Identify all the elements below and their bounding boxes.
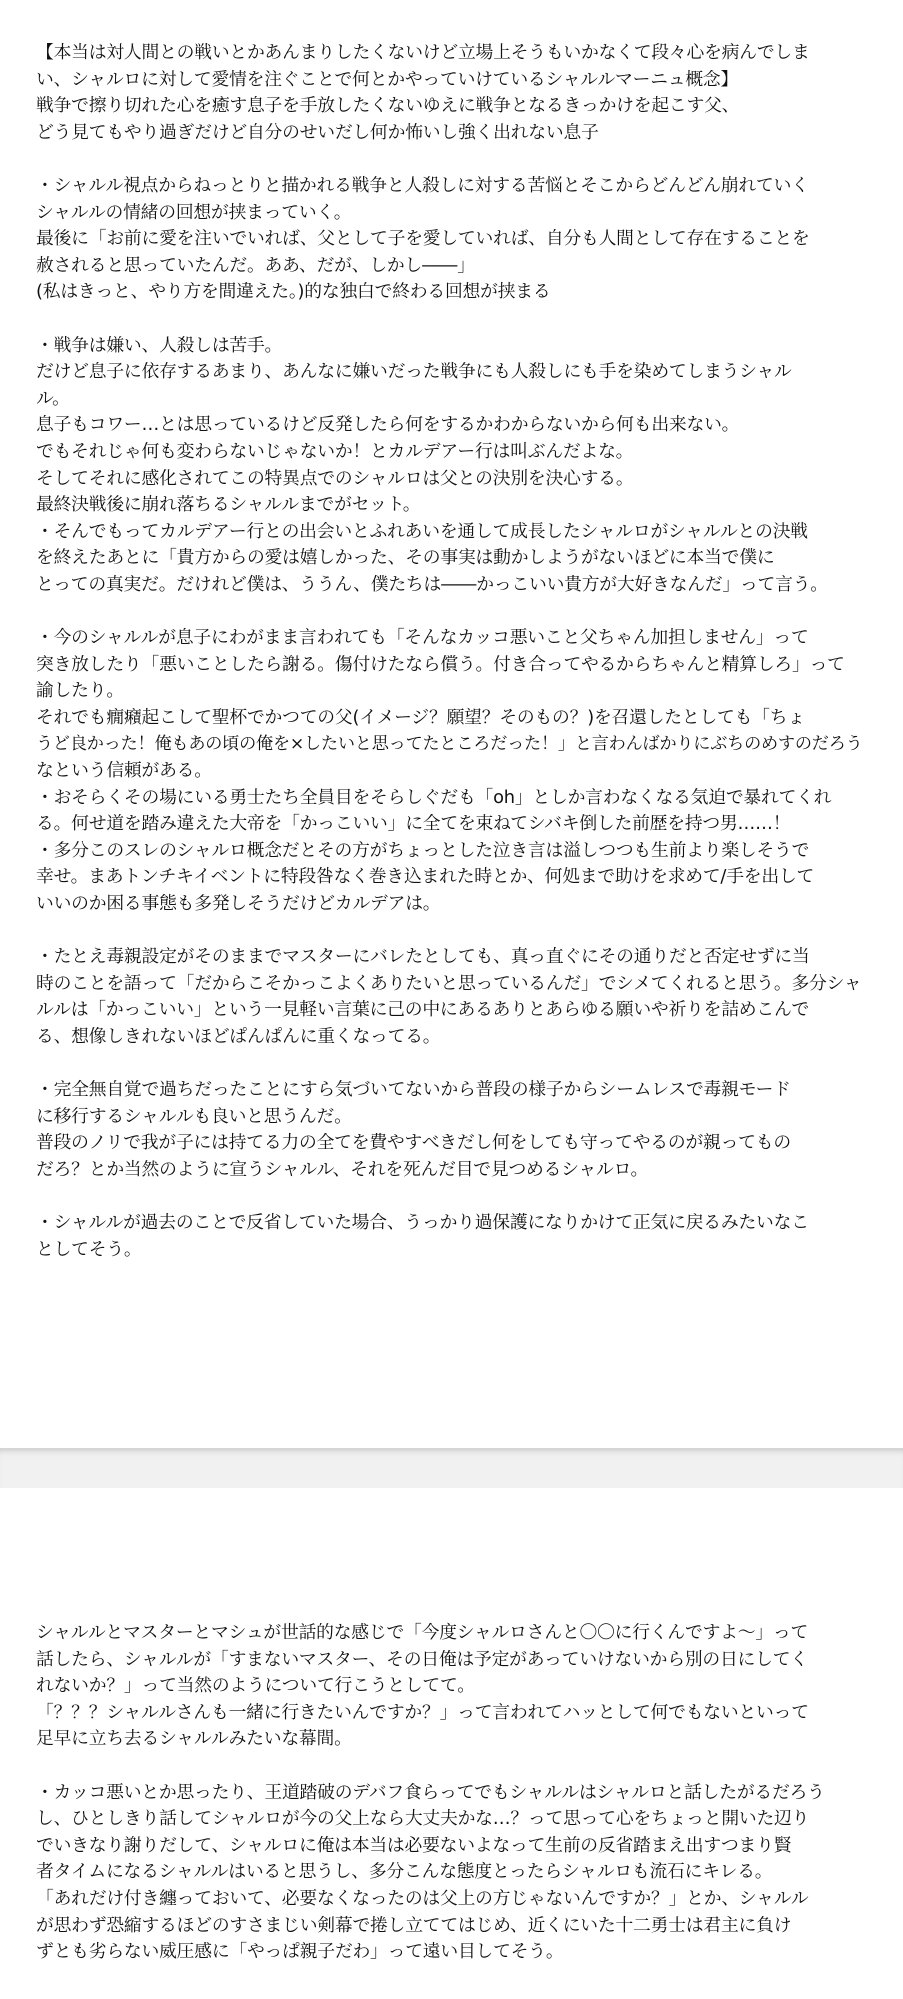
text-line: 「？？？シャルルさんも一緒に行きたいんですか？」って言われてハッとして何でもないといって [36,1701,809,1723]
text-line: ・カッコ悪いとか思ったり、王道踏破のデバフ食らってでもシャルルはシャルロと話したがるだろう [36,1781,825,1803]
text-line: どう見てもやり過ぎだけど自分のせいだし何か怖いし強く出れない息子 [36,121,599,143]
text-line: 話したら、シャルルが「すまないマスター、その日俺は予定があっていけないから別の日にしてく [36,1648,808,1670]
text-line: ・今のシャルルが息子にわがまま言われても「そんなカッコ悪いこと父ちゃん加担しません」って [36,627,809,649]
text-line: そしてそれに感化されてこの特異点でのシャルロは父との決別を決心する。 [36,467,634,489]
text-line: でもそれじゃ何も変わらないじゃないか！とカルデアー行は叫ぶんだよな。 [36,440,634,462]
paragraph [36,1620,868,1753]
text-line: 【本当は対人間との戦いとかあんまりしたくないけど立場上そうもいかなくて段々心を病んでしま [36,42,810,63]
paragraph [36,40,868,146]
text-line: 幸せ。まあトンチキイベントに特段咎なく巻き込まれた時とか、何処まで助けを求めて/手を出して [36,866,815,888]
text-line: 普段のノリで我が子には持てる力の全てを費やすべきだし何をしても守ってやるのが親ってもの [36,1132,791,1154]
paragraph [36,1780,868,1966]
text-line: 諭したり。 [36,680,124,702]
paragraph [36,1210,868,1263]
text-line: ル。 [36,387,70,409]
text-line: うど良かった！俺もあの頃の俺を×したいと思ってたところだった！」と言わんばかりにぶちのめすのだろう [36,734,863,755]
text-line: いいのか困る事態も多発しそうだけどカルデアは。 [36,893,441,914]
text-line: れないか？」って当然のようについて行こうとしてて。 [36,1675,475,1697]
text-line: る、想像しきれないほどぱんぱんに重くなってる。 [36,1025,441,1047]
text-line: ・戦争は嫌い、人殺しは苦手。 [36,334,283,356]
text-line: ・シャルル視点からねっとりと描かれる戦争と人殺しに対する苦悩とそこからどんどん崩れていく [36,174,809,196]
page-2-text [36,1620,868,1992]
text-line: ・完全無自覚で過ちだったことにすら気づいてないから普段の様子からシームレスで毒親モード [36,1079,791,1101]
text-line: る。何せ道を踏み違えた大帝を「かっこいい」に全てを束ねてシバキ倒した前歴を持つ男……！ [36,813,791,835]
text-line: としてそう。 [36,1238,142,1260]
text-line: (私はきっと、やり方を間違えた。)的な独白で終わる回想が挟まる [36,281,551,303]
page-1-text [36,40,868,1290]
text-line: し、ひとしきり話してシャルロが今の父上なら大丈夫かな…？って思って心をちょっと開いた辺り [36,1808,810,1830]
text-line: なという信頼がある。 [36,760,212,782]
text-line: を終えたあとに「貴方からの愛は嬉しかった、その事実は動かしようがないほどに本当で僕に [36,547,775,569]
paragraph [36,1077,868,1183]
document-page-2 [0,1488,903,1999]
text-line: 息子もコワー…とは思っているけど反発したら何をするかわからないから何も出来ない。 [36,414,740,436]
text-line: が思わず恐縮するほどのすさまじい剣幕で捲し立ててはじめ、近くにいた十二勇士は君主に負け [36,1914,792,1936]
text-line: ・多分このスレのシャルロ概念だとその方がちょっとした泣き言は溢しつつも生前より楽しそうで [36,839,810,861]
text-line: 時のことを語って「だからこそかっこよくありたいと思っているんだ」でシメてくれると思う。多分シャ [36,972,862,994]
text-line: だけど息子に依存するあまり、あんなに嫌いだった戦争にも人殺しにも手を染めてしまうシャル [36,361,792,383]
text-line: シャルルとマスターとマシュが世話的な感じで「今度シャルロさんと〇〇に行くんですよ～」って [36,1622,809,1643]
paragraph [36,625,868,918]
text-line: 戦争で擦り切れた心を癒す息子を手放したくないゆえに戦争となるきっかけを起こす父、 [36,95,740,117]
text-line: ルルは「かっこいい」という一見軽い言葉に己の中にあるありとあらゆる願いや祈りを詰めこんで [36,999,810,1021]
text-line: 最後に「お前に愛を注いでいれば、父として子を愛していれば、自分も人間として存在することを [36,228,810,250]
text-line: それでも癇癪起こして聖杯でかつての父(イメージ？願望？そのもの？)を召還したとしても「ちょ [36,706,805,728]
text-line: とっての真実だ。だけれど僕は、ううん、僕たちは――かっこいい貴方が大好きなんだ」って言う。 [36,573,828,595]
text-line: に移行するシャルルも良いと思うんだ。 [36,1105,352,1127]
text-line: ・そんでもってカルデアー行との出会いとふれあいを通して成長したシャルロがシャルルとの決戦 [36,520,808,542]
text-line: 者タイムになるシャルルはいると思うし、多分こんな態度とったらシャルロも流石にキレる。 [36,1861,773,1883]
text-line: い、シャルロに対して愛情を注ぐことで何とかやっていけているシャルルマーニュ概念】 [36,68,739,90]
text-line: 赦されると思っていたんだ。ああ、だが、しかし――」 [36,254,475,276]
text-line: 足早に立ち去るシャルルみたいな幕間。 [36,1728,352,1750]
text-line: シャルルの情緒の回想が挟まっていく。 [36,201,352,223]
text-line: 最終決戦後に崩れ落ちるシャルルまでがセット。 [36,494,421,516]
text-line: 突き放したり「悪いことしたら謝る。傷付けたなら償う。付き合ってやるからちゃんと精算しろ」って [36,653,845,675]
text-line: ・たとえ毒親設定がそのままでマスターにバレたとしても、真っ直ぐにその通りだと否定せずに当 [36,946,810,968]
text-line: でいきなり謝りだして、シャルロに俺は本当は必要ないよなって生前の反省踏まえ出すつまり賢 [36,1834,792,1856]
paragraph [36,333,868,599]
text-line: 「あれだけ付き纏っておいて、必要なくなったのは父上の方じゃないんですか？」とか、シャルル [36,1887,809,1909]
text-line: ・おそらくその場にいる勇士たち全員目をそらしぐだも「oh」としか言わなくなる気迫で暴れてくれ [36,786,832,808]
text-line: ずとも劣らない威圧感に「やっぱ親子だわ」って遠い目してそう。 [36,1941,564,1963]
paragraph [36,173,868,306]
page-separator [0,1448,903,1490]
paragraph [36,944,868,1050]
text-line: ・シャルルが過去のことで反省していた場合、うっかり過保護になりかけて正気に戻るみたいなこ [36,1212,809,1234]
text-line: だろ？とか当然のように宣うシャルル、それを死んだ目で見つめるシャルロ。 [36,1158,649,1180]
